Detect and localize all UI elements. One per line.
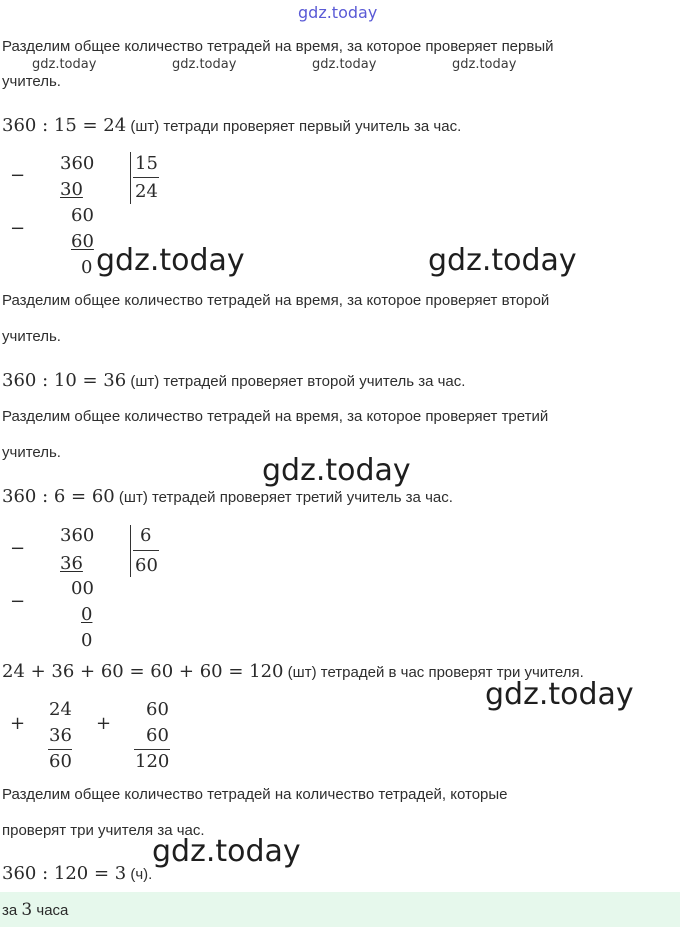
equation-expr: 360 : 10 = 36 (2, 370, 127, 391)
sum-line (134, 749, 170, 750)
addend: 60 (146, 725, 169, 746)
division-bar (130, 525, 131, 577)
paragraph-text: Разделим общее количество тетрадей на время, за которое проверяет первый (2, 38, 554, 55)
answer-value: 3 (21, 900, 33, 920)
answer-text (2, 900, 68, 920)
sum-line (48, 749, 72, 750)
paragraph-text: учитель. (2, 444, 61, 461)
equation-expr: 360 : 120 = 3 (2, 863, 127, 884)
equation-text: (шт) тетрадей проверяет второй учитель за час. (126, 373, 466, 390)
minus-sign: − (10, 218, 26, 239)
addend: 24 (49, 699, 72, 720)
dividend: 360 (60, 153, 95, 174)
divisor: 6 (140, 525, 152, 546)
dividend: 360 (60, 525, 95, 546)
watermark: gdz.today (96, 243, 245, 278)
paragraph-text: учитель. (2, 73, 61, 90)
equation-expr: 24 + 36 + 60 = 60 + 60 = 120 (2, 661, 284, 682)
answer-prefix: за (2, 902, 22, 919)
equation-text: (шт) тетрадей проверяет третий учитель за час. (114, 489, 453, 506)
divisor-line (133, 177, 159, 178)
paragraph-text: учитель. (2, 328, 61, 345)
addend: 60 (146, 699, 169, 720)
equation-text: (ч). (126, 866, 153, 883)
watermark: gdz.today (172, 57, 237, 72)
remainder: 60 (71, 205, 94, 226)
minus-sign: − (10, 165, 26, 186)
answer-suffix: часа (32, 902, 69, 919)
watermark: gdz.today (428, 243, 577, 278)
paragraph-text: Разделим общее количество тетрадей на время, за которое проверяет третий (2, 408, 549, 425)
quotient: 24 (135, 181, 158, 202)
equation-line (2, 863, 152, 884)
watermark: gdz.today (298, 3, 378, 22)
remainder: 00 (71, 578, 94, 599)
watermark: gdz.today (32, 57, 97, 72)
watermark: gdz.today (152, 834, 301, 869)
sum: 120 (135, 751, 170, 772)
equation-line (2, 486, 453, 507)
plus-sign: + (96, 713, 112, 734)
remainder: 0 (81, 257, 93, 278)
subtrahend: 36 (60, 553, 83, 574)
sum: 60 (49, 751, 72, 772)
quotient: 60 (135, 555, 158, 576)
divisor-line (133, 550, 159, 551)
paragraph-text: Разделим общее количество тетрадей на количество тетрадей, которые (2, 786, 508, 803)
paragraph-text: Разделим общее количество тетрадей на время, за которое проверяет второй (2, 292, 550, 309)
answer-bar (0, 892, 680, 927)
equation-expr: 360 : 6 = 60 (2, 486, 115, 507)
equation-text: (шт) тетрадей в час проверят три учителя. (283, 664, 584, 681)
minus-sign: − (10, 591, 26, 612)
remainder: 0 (81, 630, 93, 651)
addend: 36 (49, 725, 72, 746)
watermark: gdz.today (452, 57, 517, 72)
paragraph-text: проверят три учителя за час. (2, 822, 205, 839)
subtrahend: 60 (71, 231, 94, 252)
watermark: gdz.today (485, 677, 634, 712)
subtrahend: 0 (81, 604, 93, 625)
watermark: gdz.today (312, 57, 377, 72)
equation-line (2, 370, 465, 391)
equation-text: (шт) тетради проверяет первый учитель за час. (126, 118, 462, 135)
equation-line (2, 115, 461, 136)
plus-sign: + (10, 713, 26, 734)
minus-sign: − (10, 538, 26, 559)
subtrahend: 30 (60, 179, 83, 200)
division-bar (130, 152, 131, 204)
watermark: gdz.today (262, 453, 411, 488)
equation-expr: 360 : 15 = 24 (2, 115, 127, 136)
divisor: 15 (135, 153, 158, 174)
